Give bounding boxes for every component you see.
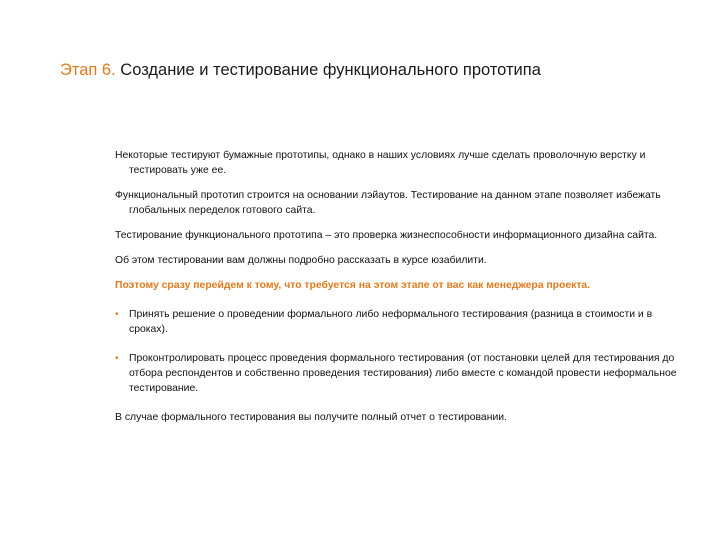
- list-item-text: Принять решение о проведении формального либо неформального тестирования (разница в стоимости и в сроках).: [129, 309, 653, 335]
- bullet-icon: •: [115, 309, 119, 320]
- bullet-icon: •: [115, 353, 119, 364]
- paragraph-paper-prototypes: Некоторые тестируют бумажные прототипы, однако в наших условиях лучше сделать проволочную верстку и тестировать уже ее.: [115, 150, 646, 176]
- stage-number: Этап 6.: [60, 61, 116, 79]
- list-item-text: Проконтролировать процесс проведения формального тестирования (от постановки целей для тестирования до отбора респондентов и собственно проведения тестирования) либо вместе с командой провести неформальное тестирование.: [129, 353, 677, 394]
- conclusion-text: В случае формального тестирования вы получите полный отчет о тестировании.: [115, 412, 507, 423]
- stage-heading: Создание и тестирование функционального прототипа: [120, 61, 541, 79]
- paragraph-usability-course: Об этом тестировании вам должны подробно рассказать в курсе юзабилити.: [115, 255, 487, 266]
- highlight-text: Поэтому сразу перейдем к тому, что требуется на этом этапе от вас как менеджера проекта.: [115, 280, 591, 291]
- slide-title: [60, 59, 541, 81]
- paragraph-functional-prototype: Функциональный прототип строится на основании лэйаутов. Тестирование на данном этапе позволяет избежать глобальных переделок готового сайта.: [115, 190, 661, 216]
- slide-body: [115, 148, 680, 435]
- list-item: [115, 351, 680, 396]
- list-item: [115, 307, 680, 337]
- paragraph-testing-definition: Тестирование функционального прототипа – это проверка жизнеспособности информационного дизайна сайта.: [115, 230, 658, 241]
